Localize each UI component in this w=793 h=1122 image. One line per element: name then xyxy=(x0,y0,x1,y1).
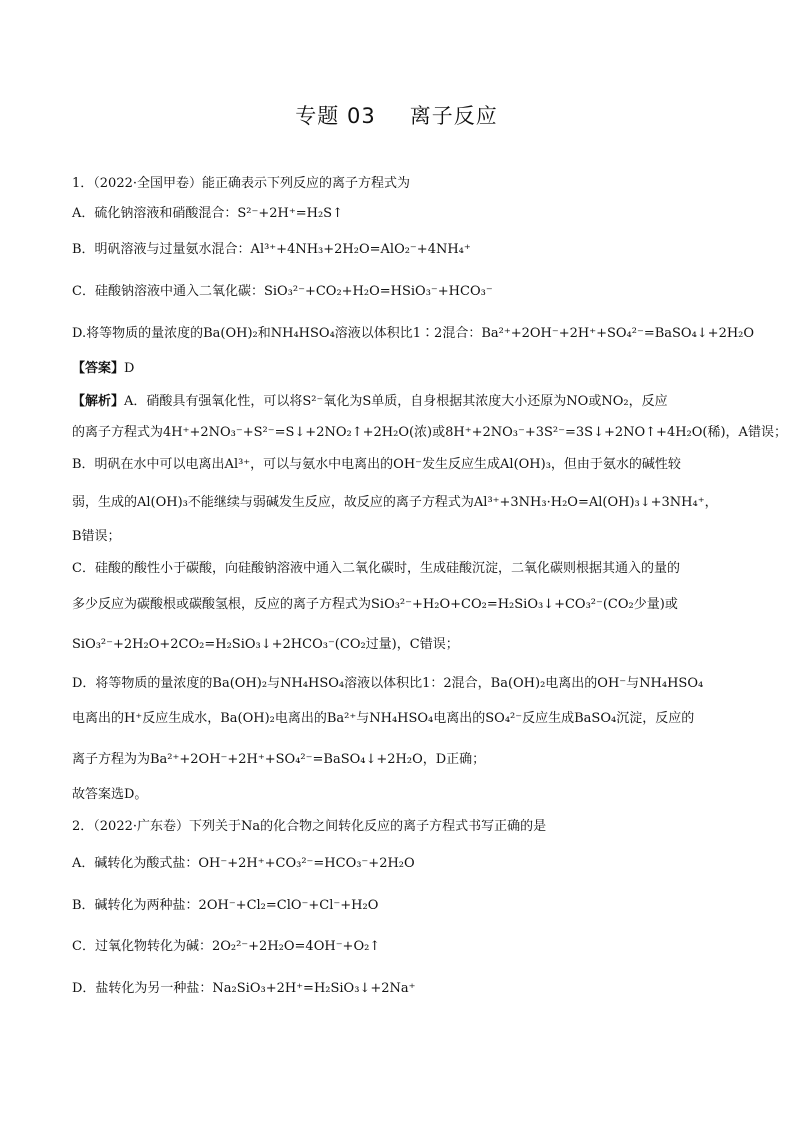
answer-label: 【答案】 xyxy=(72,361,125,376)
q1-analysis-line-5: B错误； xyxy=(72,529,121,544)
q1-option-b: B．明矾溶液与过量氨水混合：Al³⁺+4NH₃+2H₂O=AlO₂⁻+4NH₄⁺ xyxy=(72,242,471,257)
title-topic: 专题 03 xyxy=(295,104,376,128)
q1-analysis-line-7: 多少反应为碳酸根或碳酸氢根，反应的离子方程式为SiO₃²⁻+H₂O+CO₂=H₂SiO₃↓+CO₃²⁻(CO₂少量)或 xyxy=(72,597,678,612)
q1-analysis-line-4: 弱，生成的Al(OH)₃不能继续与弱碱发生反应，故反应的离子方程式为Al³⁺+3NH₃·H₂O=Al(OH)₃↓+3NH₄⁺， xyxy=(72,495,718,510)
analysis-label: 【解析】 xyxy=(72,394,125,409)
analysis-text: A．硝酸具有强氧化性，可以将S²⁻氧化为S单质，自身根据其浓度大小还原为NO或NO₂，反应 xyxy=(124,394,668,409)
title-name: 离子反应 xyxy=(409,104,498,128)
q1-answer xyxy=(72,360,134,378)
q1-analysis-line-10: 电离出的H⁺反应生成水，Ba(OH)₂电离出的Ba²⁺与NH₄HSO₄电离出的SO₄²⁻反应生成BaSO₄沉淀，反应的 xyxy=(72,711,695,726)
q1-analysis-line-9: D．将等物质的量浓度的Ba(OH)₂与NH₄HSO₄溶液以体积比1：2混合，Ba(OH)₂电离出的OH⁻与NH₄HSO₄ xyxy=(72,676,704,691)
q2-option-b: B．碱转化为两种盐：2OH⁻+Cl₂=ClO⁻+Cl⁻+H₂O xyxy=(72,898,379,913)
q1-analysis-line-6: C．硅酸的酸性小于碳酸，向硅酸钠溶液中通入二氧化碳时，生成硅酸沉淀，二氧化碳则根据其通入的量的 xyxy=(72,561,680,576)
q1-option-c: C．硅酸钠溶液中通入二氧化碳：SiO₃²⁻+CO₂+H₂O=HSiO₃⁻+HCO₃⁻ xyxy=(72,284,493,299)
q1-analysis-line-11: 离子方程为为Ba²⁺+2OH⁻+2H⁺+SO₄²⁻=BaSO₄↓+2H₂O，D正确； xyxy=(72,752,486,767)
q2-option-d: D．盐转化为另一种盐：Na₂SiO₃+2H⁺=H₂SiO₃↓+2Na⁺ xyxy=(72,981,416,996)
q1-option-a: A．硫化钠溶液和硝酸混合：S²⁻+2H⁺=H₂S↑ xyxy=(72,206,343,221)
q1-analysis-line-1 xyxy=(72,393,668,411)
q1-analysis-line-8: SiO₃²⁻+2H₂O+2CO₂=H₂SiO₃↓+2HCO₃⁻(CO₂过量)，C错误； xyxy=(72,637,459,652)
q1-analysis-line-12: 故答案选D。 xyxy=(72,787,148,802)
q1-stem: 1．（2022·全国甲卷）能正确表示下列反应的离子方程式为 xyxy=(72,176,410,191)
q2-stem: 2．（2022·广东卷）下列关于Na的化合物之间转化反应的离子方程式书写正确的是 xyxy=(72,819,547,834)
page-title xyxy=(0,100,793,130)
q1-analysis-line-2: 的离子方程式为4H⁺+2NO₃⁻+S²⁻=S↓+2NO₂↑+2H₂O(浓)或8H⁺+2NO₃⁻+3S²⁻=3S↓+2NO↑+4H₂O(稀)，A错误； xyxy=(72,425,787,440)
answer-value: D xyxy=(124,361,135,376)
q1-analysis-line-3: B．明矾在水中可以电离出Al³⁺，可以与氨水中电离出的OH⁻发生反应生成Al(OH)₃，但由于氨水的碱性较 xyxy=(72,457,681,472)
q2-option-a: A．碱转化为酸式盐：OH⁻+2H⁺+CO₃²⁻=HCO₃⁻+2H₂O xyxy=(72,856,415,871)
q2-option-c: C．过氧化物转化为碱：2O₂²⁻+2H₂O=4OH⁻+O₂↑ xyxy=(72,939,381,954)
q1-option-d: D.将等物质的量浓度的Ba(OH)₂和NH₄HSO₄溶液以体积比1∶2混合：Ba²⁺+2OH⁻+2H⁺+SO₄²⁻=BaSO₄↓+2H₂O xyxy=(72,326,755,341)
